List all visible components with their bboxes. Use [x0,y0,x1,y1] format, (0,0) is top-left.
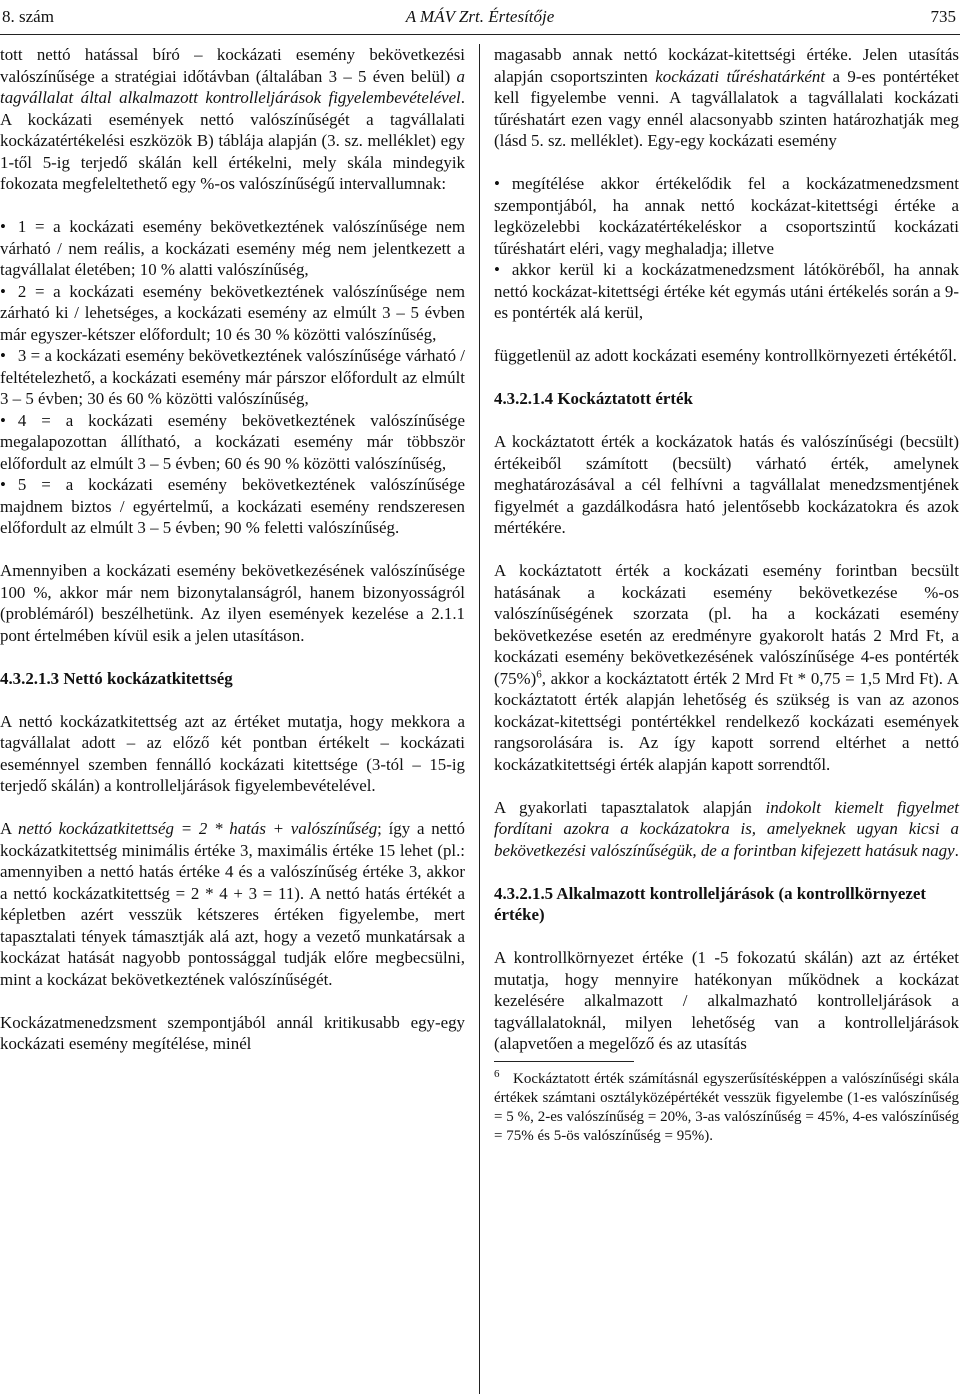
page-number: 735 [930,7,956,26]
paragraph-value-at-risk-calc: A kockáztatott érték a kockázati esemény forintban becsült hatásának a kockázati esemény bekövetkezése %-os valószínűségének szorzata (pl. ha a kockázati esemény bekövetkezése esetén az eredményre gyakorolt hatás 2 Mrd Ft, a kockázati esemény bekövetkezésének valószínűsége 4-es pontérték $(75\%)^6$, akkor a kockáztatott érték 2 Mrd Ft * 0,75 = 1,5 Mrd Ft). A kockáztatott érték alapján lehetőség és szükség is van az azonos kockázat-kitettségi pontértékkel rendelkező kockázati események rangsorolására is. Az így kapott sorrend eltérhet a nettó kockázatkitettségi érték alapján kapott sorrendtől. [494,561,959,774]
paragraph-practical: A gyakorlati tapasztalatok alapján indokolt kiemelt figyelmet fordítani azokra a kockázatokra is, amelyeknek ugyan kicsi a bekövetkezési valószínűségük, de a forintban kifejezett hatásuk nagy. [494,797,959,860]
footnote-ref: 6 [536,667,542,680]
paragraph-control-environment: A kontrollkörnyezet értéke (1 -5 fokozatú skálán) azt az értéket mutatja, hogy mennyire hatékonyan működnek a kockázat kezelésére alkalmazott / alkalmazható kontrolleljárások a tagvállalatoknál, milyen lehetőség van a kontrolleljárások (alapvetően a megelőző és az utasítás [494,948,959,1053]
paragraph-tolerance: magasabb annak nettó kockázat-kitettségi értéke. Jelen utasítás alapján csoportszinten kockázati tűréshatárként a 9-es pontértéket kell figyelembe venni. A tagvállalatok a tagvállalati kockázati tűréshatárt ezen vagy ennél alacsonyabb szinten határozhatják meg (lásd 5. sz. melléklet). Egy-egy kockázati esemény [494,45,959,150]
list-item: • 4 = a kockázati esemény bekövetkeztének valószínűsége megalapozottan állítható, a kockázati esemény már többször előfordult az elmúlt 3 – 5 évben; 60 és 90 % közötti valószínűség, [0,410,465,473]
paragraph-criticality: Kockázatmenedzsment szempontjából annál kritikusabb egy-egy kockázati esemény megítélése, minél [0,1012,465,1053]
footnote: $^6$ Kockáztatott érték számításnál egyszerűsítésképpen a valószínűségi skála értékek számtani osztályközépértékét vesszük figyelembe (1-es valószínűség = 5 %, 2-es valószínűség = 20%, 3-as valószínűség = 45%, 4-es valószínűség = 75% és 5-ös valószínűség = 95%). [494,1067,959,1144]
paragraph-certainty: Amennyiben a kockázati esemény bekövetkezésének valószínűsége 100 %, akkor már nem bizonytalanságról, hanem bizonyosságról (problémáról) beszélhetünk. Az ilyen események kezelése a 2.1.1 pont értelmében kívül esik a jelen utasításon. [0,561,465,645]
paragraph-net-exposure: A nettó kockázatkitettség azt az értéket mutatja, hogy mekkora a tagvállalat adott – az előző két pontban értékelt – kockázati eseménnyel szemben fennálló kockázati kitettsége (3-tól – 15-ig terjedő skálán) a kontrolleljárások figyelembevételével. [0,711,465,795]
right-column [494,44,959,1146]
paragraph-probability-intro: tott nettó hatással bíró – kockázati esemény bekövetkezési valószínűsége a stratégiai időtávban (általában 3 – 5 éven belül) a tagvállalat által alkalmazott kontrolleljárások figyelembevételével. A kockázati események nettó valószínűségét a tagvállalati kockázatértékelési eszközök B) táblája alapján (3. sz. melléklet) egy 1-től 5-ig terjedő skálán kell értékelni, mely skála mindegyik fokozata megfeleltethető egy %-os valószínűségű intervallumnak: [0,45,465,193]
left-column [0,44,465,1055]
page-header [0,0,960,35]
list-item: • 2 = a kockázati esemény bekövetkeztének valószínűsége nem zárható ki / lehetséges, a kockázati esemény az elmúlt 3 – 5 évben már egyszer-kétszer előfordult; 10 és 30 % közötti valószínűség, [0,281,465,344]
footnote-divider [494,1061,634,1062]
list-item: • akkor kerül ki a kockázatmenedzsment látóköréből, ha annak nettó kockázat-kitettségi értéke két egymás utáni értékelés során a 9-es pontérték alá kerül, [494,260,959,322]
probability-scale-list [0,216,465,539]
list-item: • 5 = a kockázati esemény bekövetkeztének valószínűsége majdnem biztos / egyértelmű, a kockázati esemény rendszeresen előfordult az elmúlt 3 – 5 évben; 90 % feletti valószínűség. [0,475,465,537]
evaluation-list [494,173,959,324]
list-item: • megítélése akkor értékelődik fel a kockázatmenedzsment szempontjából, ha annak nettó kockázat-kitettségi értéke a legközelebbi kockázatértékeléskor a csoportszintű kockázati tűréshatárt eléri, vagy meghaladja; illetve [494,174,959,258]
paragraph-formula: A nettó kockázatkitettség = 2 * hatás + valószínűség; így a nettó kockázatkitettség minimális értéke 3, maximális értéke 15 lehet (pl.: amennyiben a nettó hatás értéke 4 és a valószínűség értéke 3, akkor a nettó kockázatkitettség = 2 * 4 + 3 = 11). A nettó hatás értékét a képletben azért vesszük kétszeres értéken figyelembe, mert tapasztalati tények támasztják alá azt, hogy a vezető munkatársak a kockázat hatását nagyobb pontossággal tudják előre megbecsülni, mint a kockázat bekövetkeztének valószínűségét. [0,819,465,989]
list-item: • 3 = a kockázati esemény bekövetkeztének valószínűsége várható / feltételezhető, a kockázati esemény már párszor előfordult az elmúlt 3 – 5 évben; 30 és 60 % közötti valószínűség, [0,346,465,408]
issue-number: 8. szám [2,7,54,26]
section-title-value-at-risk: 4.3.2.1.4 Kockáztatott érték [494,389,693,408]
paragraph-control-independence: függetlenül az adott kockázati esemény kontrollkörnyezeti értékétől. [494,346,957,365]
section-title-control-procedures: 4.3.2.1.5 Alkalmazott kontrolleljárások (a kontrollkörnyezet értéke) [494,883,926,924]
list-item: • 1 = a kockázati esemény bekövetkeztének valószínűsége nem várható / nem reális, a kockázati esemény még nem jelentkezett a tagvállalat életében; 10 % alatti valószínűség, [0,217,465,279]
column-divider [479,44,480,1394]
paragraph-value-at-risk-def: A kockáztatott érték a kockázatok hatás és valószínűségi (becsült) értékeiből számított (becsült) várható érték, amelynek meghatározásával a cél felhívni a tagvállalat menedzsmentjének figyelmét a gazdálkodásra ható jelentősebb kockázatokra és azok mértékére. [494,432,959,537]
section-title-net-exposure: 4.3.2.1.3 Nettó kockázatkitettség [0,668,233,688]
journal-title: A MÁV Zrt. Értesítője [405,7,555,26]
